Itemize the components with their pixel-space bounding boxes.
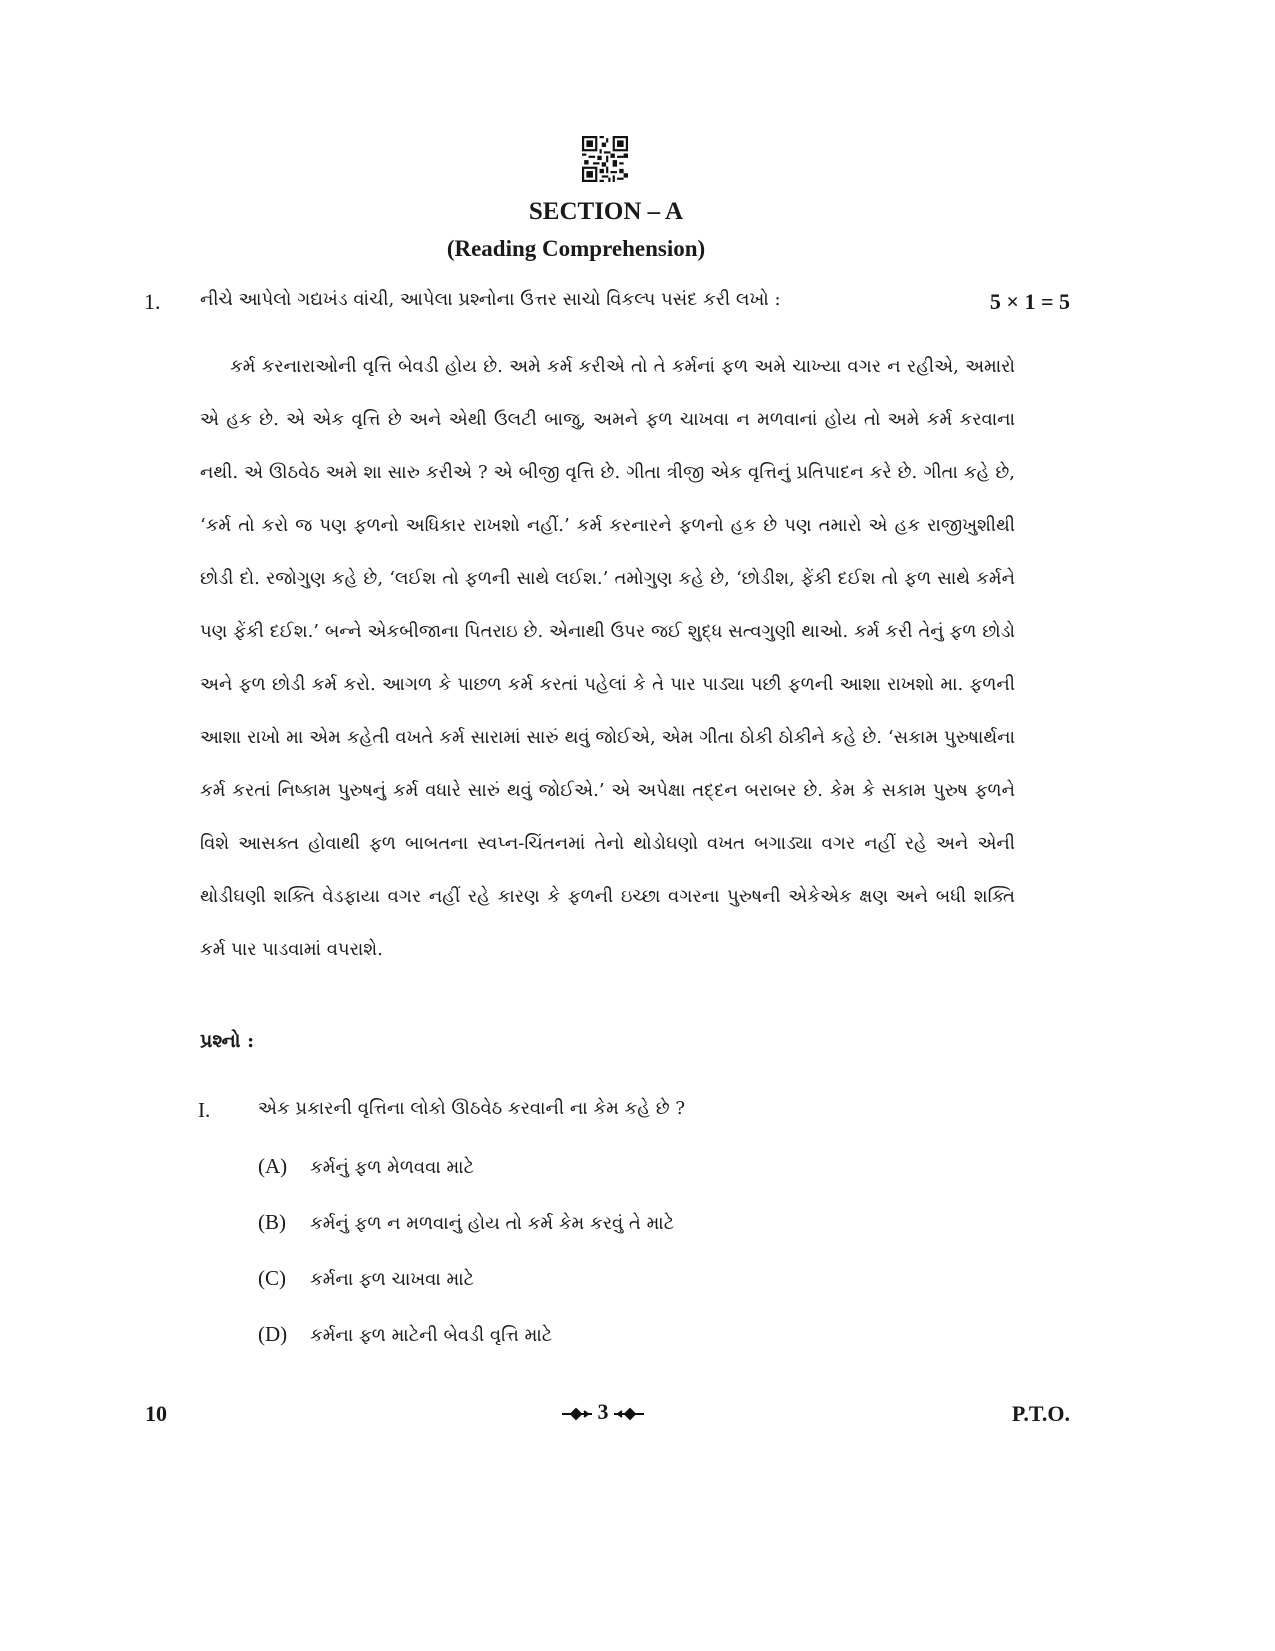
option-text: કર્મનું ફળ મેળવવા માટે — [310, 1157, 475, 1178]
section-subtitle: (Reading Comprehension) — [446, 236, 706, 261]
footer-page-number — [548, 1399, 658, 1425]
question-number: 1. — [144, 289, 161, 314]
ornament-left-icon — [562, 1407, 592, 1421]
option-text: કર્મના ફળ ચાખવા માટે — [310, 1269, 475, 1290]
option-a — [258, 1154, 474, 1179]
sub-question-number: I. — [198, 1098, 211, 1122]
option-label: (B) — [258, 1210, 286, 1234]
option-label: (A) — [258, 1154, 288, 1178]
footer-code: 10 — [145, 1401, 167, 1426]
option-text: કર્મના ફળ માટેની બેવડી વૃત્તિ માટે — [310, 1325, 553, 1346]
ornament-right-icon — [614, 1407, 644, 1421]
page-number: 3 — [597, 1399, 609, 1424]
option-b — [258, 1210, 674, 1235]
option-text: કર્મનું ફળ ન મળવાનું હોય તો કર્મ કેમ કરવું તે માટે — [310, 1213, 675, 1234]
questions-label: પ્રશ્નો : — [200, 1030, 255, 1052]
option-label: (C) — [258, 1266, 286, 1290]
question-marks: 5 × 1 = 5 — [989, 289, 1070, 314]
comprehension-passage — [200, 340, 1015, 976]
footer-pto: P.T.O. — [1011, 1401, 1070, 1426]
question-instruction: નીચે આપેલો ગદ્યખંડ વાંચી, આપેલા પ્રશ્નોના ઉત્તર સાચો વિકલ્પ પસંદ કરી લખો : — [200, 289, 781, 310]
qr-code-icon — [582, 136, 628, 182]
option-label: (D) — [258, 1322, 288, 1346]
sub-question-text: એક પ્રકારની વૃત્તિના લોકો ઊઠવેઠ કરવાની ના કેમ કહે છે ? — [258, 1098, 686, 1119]
option-d — [258, 1322, 552, 1347]
section-title: SECTION – A — [528, 198, 684, 225]
passage-text: કર્મ કરનારાઓની વૃત્તિ બેવડી હોય છે. અમે કર્મ કરીએ તો તે કર્મનાં ફળ અમે ચાખ્યા વગર ન રહીએ, અમારો એ હક છે. એ એક વૃત્તિ છે અને એથી ઉલટી બાજુ, અમને ફળ ચાખવા ન મળવાનાં હોય તો અમે કર્મ કરવાના નથી. એ ઊઠવેઠ અમે શા સારુ કરીએ ? એ બીજી વૃત્તિ છે. ગીતા ત્રીજી એક વૃત્તિનું પ્રતિપાદન કરે છે. ગીતા કહે છે, ‘કર્મ તો કરો જ પણ ફળનો અધિકાર રાખશો નહીં.’ કર્મ કરનારને ફળનો હક છે પણ તમારો એ હક રાજીખુશીથી છોડી દો. રજોગુણ કહે છે, ‘લઈશ તો ફળની સાથે લઈશ.’ તમોગુણ કહે છે, ‘છોડીશ, ફેંકી દઈશ તો ફળ સાથે કર્મને પણ ફેંકી દઈશ.’ બન્ને એકબીજાના પિતરાઇ છે. એનાથી ઉપર જઈ શુદ્ધ સત્વગુણી થાઓ. કર્મ કરી તેનું ફળ છોડો અને ફળ છોડી કર્મ કરો. આગળ કે પાછળ કર્મ કરતાં પહેલાં કે તે પાર પાડ્યા પછી ફળની આશા રાખશો મા. ફળની આશા રાખો મા એમ કહેતી વખતે કર્મ સારામાં સારું થવું જોઈએ, એમ ગીતા ઠોકી ઠોકીને કહે છે. ‘સકામ પુરુષાર્થના કર્મ કરતાં નિષ્કામ પુરુષનું કર્મ વધારે સારું થવું જોઈએ.’ એ અપેક્ષા તદ્દન બરાબર છે. કેમ કે સકામ પુરુષ ફળને વિશે આસક્ત હોવાથી ફળ બાબતના સ્વપ્ન-ચિંતનમાં તેનો થોડોઘણો વખત બગાડ્યા વગર નહીં રહે અને એની થોડીઘણી શક્તિ વેડફાયા વગર નહીં રહે કારણ કે ફળની ઇચ્છા વગરના પુરુષની એકેએક ક્ષણ અને બધી શક્તિ કર્મ પાર પાડવામાં વપરાશે. — [200, 356, 1015, 960]
option-c — [258, 1266, 474, 1291]
